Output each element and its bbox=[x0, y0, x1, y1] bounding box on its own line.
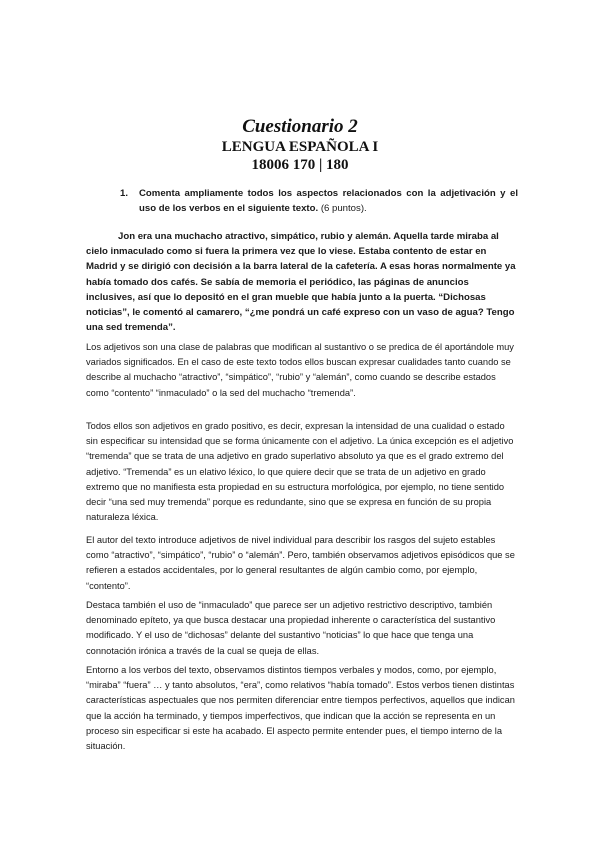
question-points: (6 puntos). bbox=[320, 203, 367, 214]
question-item bbox=[120, 186, 518, 216]
question-text-block bbox=[139, 186, 518, 216]
question-text: Comenta ampliamente todos los aspectos relacionados con la adjetivación y el uso de los verbos en el siguiente texto. bbox=[139, 188, 518, 214]
document-title: Cuestionario 2 bbox=[242, 116, 358, 137]
quoted-text: Jon era una muchacho atractivo, simpático, rubio y alemán. Aquella tarde miraba al cielo inmaculado como si fuera la primera vez que lo viese. Estaba contento de estar en Madrid y se dirigió con decisión a la barra lateral de la cafetería. A esas horas normalmente ya había tomado dos cafés. Se sabía de memoria el periódico, las páginas de anuncios inclusives, así que lo depositó en el gran mueble que había junto a la puerta. “Dichosas noticias”, le comentó al camarero, “¿me pondrá un café expreso con un vaso de agua? Tengo una sed tremenda”. bbox=[86, 231, 516, 334]
answer-paragraph: Destaca también el uso de “inmaculado” que parece ser un adjetivo restrictivo descriptivo, también denominado epíteto, ya que busca destacar una propiedad inherente o característica del sustantivo modificado. Y el uso de “dichosas” delante del sustantivo “noticias” lo que hace que tenga una connotación irónica a través de la cual se queja de ellas. bbox=[86, 600, 496, 656]
course-code: 18006 170 | 180 bbox=[251, 157, 349, 173]
answer-paragraph: Todos ellos son adjetivos en grado positivo, es decir, expresan la intensidad de una cualidad o estado sin especificar su intensidad que se forma únicamente con el adjetivo. La única excepción es el adjetivo “tremenda” que se trata de una adjetivo en grado superlativo absoluto ya que es el grado extremo del adjetivo. “Tremenda” es un elativo léxico, lo que quiere decir que se trata de un adjetivo en grado extremo que no manifiesta esta propiedad en su estructura morfológica, por ejemplo, no tiene sentido decir “una sed muy tremenda” porque es redundante, sino que se expresa en función de su propia naturaleza léxica. bbox=[86, 421, 514, 523]
answer-paragraph: Los adjetivos son una clase de palabras que modifican al sustantivo o se predica de él aportándole muy variados significados. En el caso de este texto todos ellos buscan expresar cualidades tanto cuando se describe al muchacho “atractivo”, “simpático”, “rubio” y “alemán”, como cuando se describe estados como “contento” “inmaculado” o la sed del muchacho “tremenda”. bbox=[86, 342, 514, 398]
answer-paragraph: Entorno a los verbos del texto, observamos distintos tiempos verbales y modos, como, por ejemplo, “miraba” “fuera” … y tanto absolutos, “era”, como relativos “había tomado”. Estos verbos tienen distintas características aspectuales que nos permiten diferenciar entre tiempos perfectivos, aquellos que indican que la acción ha terminado, y tiempos imperfectivos, que indican que la acción se representa en un proceso sin especificar si este ha acabado. El aspecto permite entender pues, el tiempo interno de la situación. bbox=[86, 665, 515, 752]
course-name: LENGUA ESPAÑOLA I bbox=[221, 139, 379, 155]
document-header bbox=[0, 116, 600, 174]
answer-paragraph: El autor del texto introduce adjetivos de nivel individual para describir los rasgos del sujeto estables como “atractivo”, “simpático”, “rubio” o “alemán”. Pero, también observamos adjetivos episódicos que se refieren a estados accidentales, por lo general resultantes de algún cambio como, por ejemplo, “contento”. bbox=[86, 535, 515, 591]
question-number: 1. bbox=[120, 188, 129, 199]
